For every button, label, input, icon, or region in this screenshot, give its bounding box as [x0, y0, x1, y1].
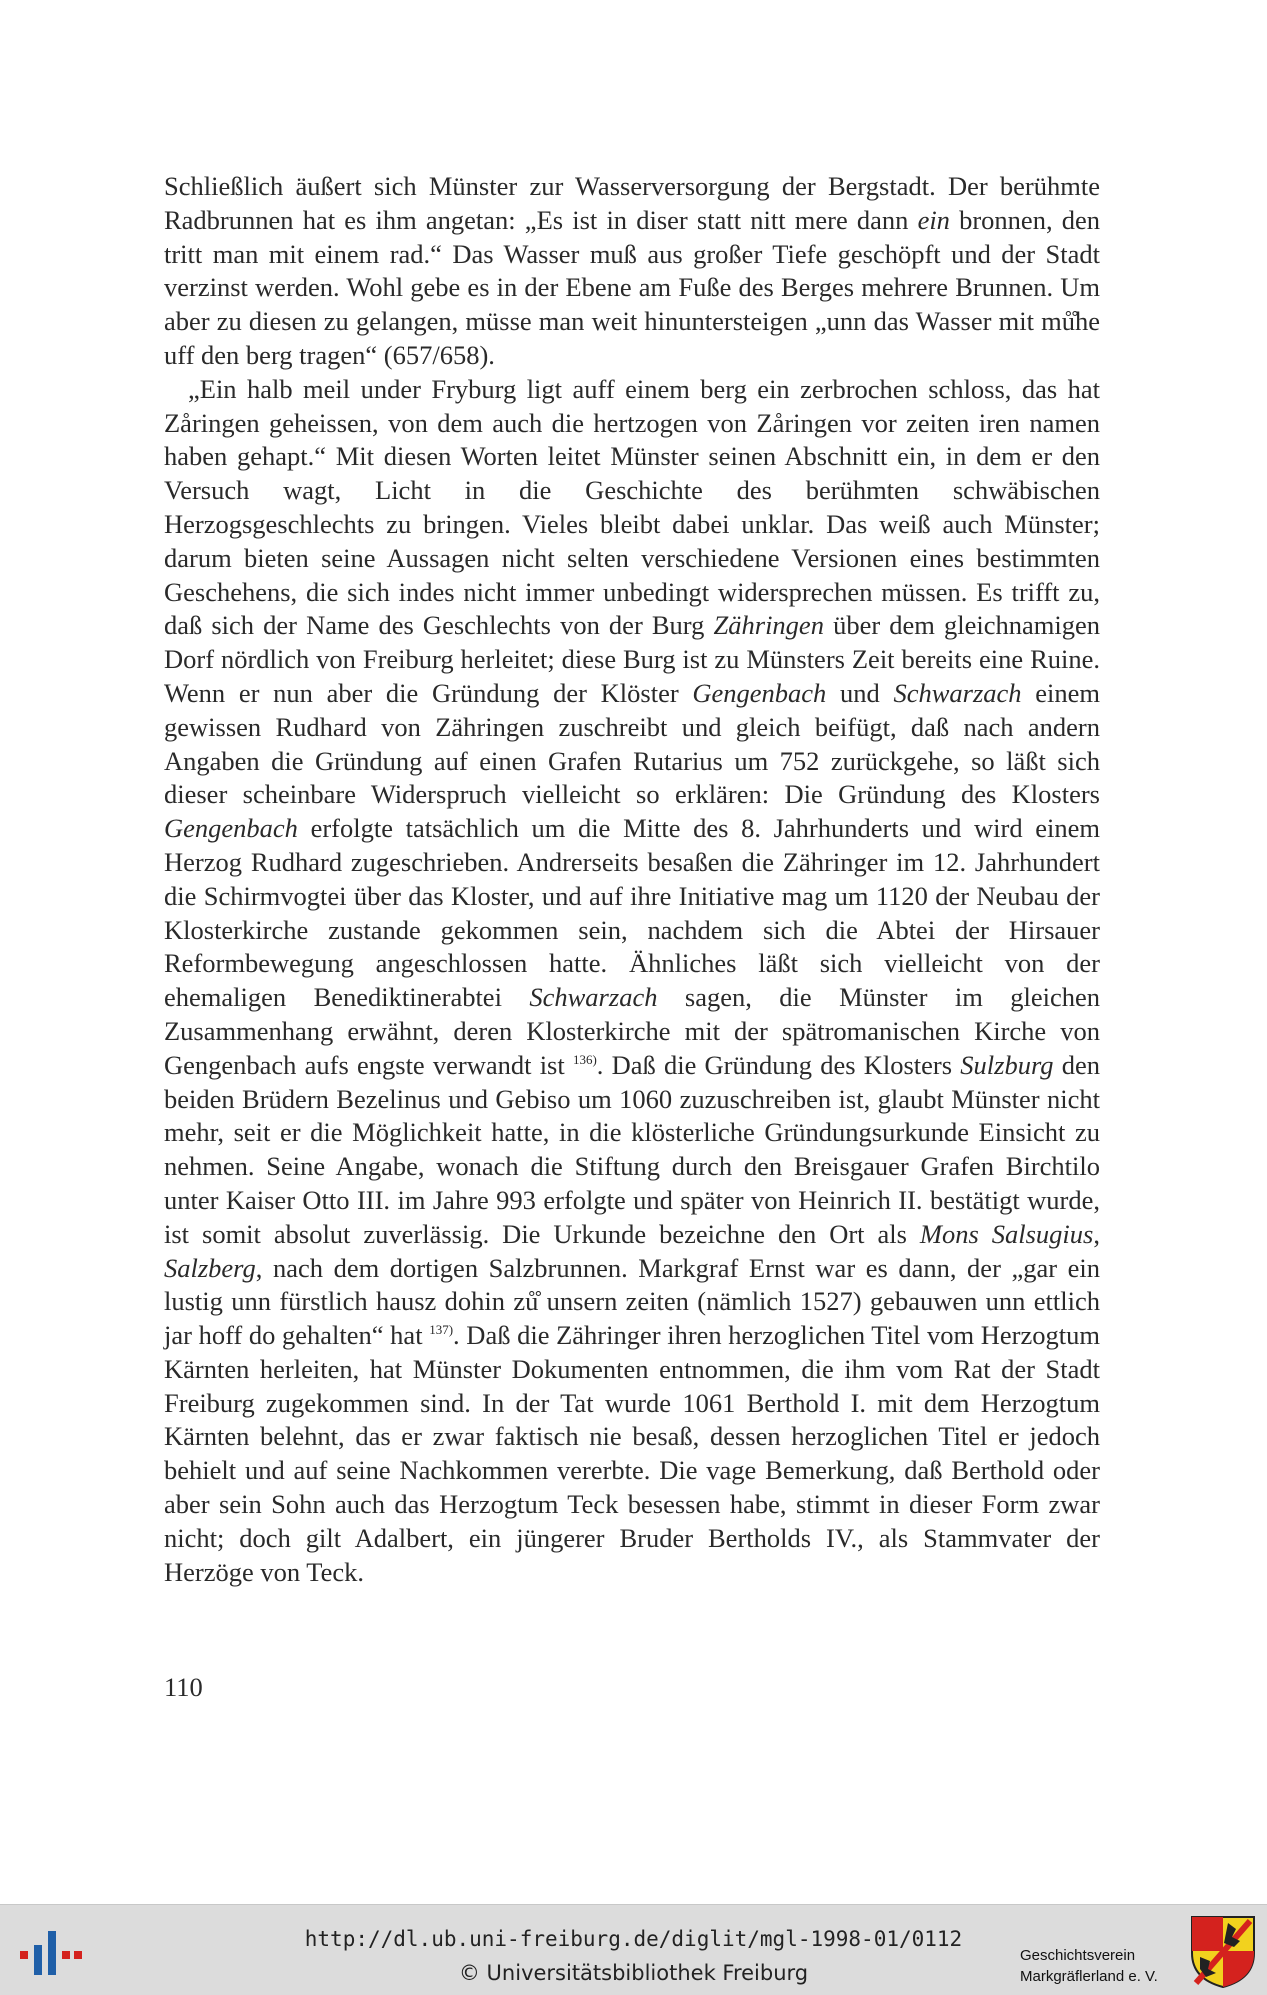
coat-of-arms-icon[interactable]	[1188, 1913, 1258, 1989]
society-line-2: Markgräflerland e. V.	[1020, 1968, 1158, 1985]
body-text	[164, 170, 1100, 1589]
page-number: 110	[164, 1672, 203, 1702]
society-name	[1020, 1945, 1180, 1987]
footer-bar	[0, 1904, 1267, 1995]
society-line-1: Geschichtsverein	[1020, 1947, 1136, 1964]
paragraph-1: Schließlich äußert sich Münster zur Wasserversorgung der Bergstadt. Der berühmte Radbrunnen hat es ihm angetan: „Es ist in diser statt nitt mere dann ein bronnen, den tritt man mit einem rad.“ Das Wasser muß aus großer Tiefe geschöpft und der Stadt verzinst werden. Wohl gebe es in der Ebene am Fuße des Berges mehrere Brunnen. Um aber zu diesen zu gelangen, müsse man weit hinuntersteigen „unn das Wasser mit mů̊he uff den berg tragen“ (657/658).	[164, 171, 1100, 370]
paragraph-2: „Ein halb meil under Fryburg ligt auff einem berg ein zerbrochen schloss, das hat Zåringen geheissen, von dem auch die hertzogen von Zåringen vor zeiten iren namen haben gehapt.“ Mit diesen Worten leitet Münster seinen Abschnitt ein, in dem er den Versuch wagt, Licht in die Geschichte des berühmten schwäbischen Herzogsgeschlechts zu bringen. Vieles bleibt dabei unklar. Das weiß auch Münster; darum bieten seine Aussagen nicht selten verschiedene Versionen eines bestimmten Geschehens, die sich indes nicht immer unbedingt widersprechen müssen. Es trifft zu, daß sich der Name des Geschlechts von der Burg Zähringen über dem gleichnamigen Dorf nördlich von Freiburg herleitet; diese Burg ist zu Münsters Zeit bereits eine Ruine. Wenn er nun aber die Gründung der Klöster Gengenbach und Schwarzach einem gewissen Rudhard von Zähringen zuschreibt und gleich beifügt, daß nach andern Angaben die Gründung auf einen Grafen Rutarius um 752 zurückgehe, so läßt sich dieser scheinbare Widerspruch vielleicht so erklären: Die Gründung des Klosters Gengenbach erfolgte tatsächlich um die Mitte des 8. Jahrhunderts und wird einem Herzog Rudhard zugeschrieben. Andrerseits besaßen die Zähringer im 12. Jahrhundert die Schirmvogtei über das Kloster, und auf ihre Initiative mag um 1120 der Neubau der Klosterkirche zustande gekommen sein, nachdem sich die Abtei der Hirsauer Reformbewegung angeschlossen hatte. Ähnliches läßt sich vielleicht von der ehemaligen Benediktinerabtei Schwarzach sagen, die Münster im gleichen Zusammenhang erwähnt, deren Klosterkirche mit der spätromanischen Kirche von Gengenbach aufs engste verwandt ist $^{136)}$. Daß die Gründung des Klosters Sulzburg den beiden Brüdern Bezelinus und Gebiso um 1060 zuzuschreiben ist, glaubt Münster nicht mehr, seit er die Möglichkeit hatte, in die klösterliche Gründungsurkunde Einsicht zu nehmen. Seine Angabe, wonach die Stiftung durch den Breisgauer Grafen Birchtilo unter Kaiser Otto III. im Jahre 993 erfolgte und später von Heinrich II. bestätigt wurde, ist somit absolut zuverlässig. Die Urkunde bezeichne den Ort als Mons Salsugius, Salzberg, nach dem dortigen Salzbrunnen. Markgraf Ernst war es dann, der „gar ein lustig unn fürstlich hausz dohin zů̊ unsern zeiten (nämlich 1527) gebauwen unn ettlich jar hoff do gehalten“ hat $^{137)}$. Daß die Zähringer ihren herzoglichen Titel vom Herzogtum Kärnten herleiten, hat Münster Dokumenten entnommen, die ihm vom Rat der Stadt Freiburg zugekommen sind. In der Tat wurde 1061 Berthold I. mit dem Herzogtum Kärnten belehnt, das er zwar faktisch nie besaß, dessen herzoglichen Titel er jedoch behielt und auf seine Nachkommen vererbte. Die vage Bemerkung, daß Berthold oder aber sein Sohn auch das Herzogtum Teck besessen habe, stimmt in dieser Form zwar nicht; doch gilt Adalbert, ein jüngerer Bruder Bertholds IV., als Stammvater der Herzöge von Teck.	[164, 373, 1100, 1587]
footer-url[interactable]: http://dl.ub.uni-freiburg.de/diglit/mgl-1998-01/0112	[304, 1927, 963, 1951]
footer-copyright: © Universitätsbibliothek Freiburg	[458, 1961, 809, 1985]
